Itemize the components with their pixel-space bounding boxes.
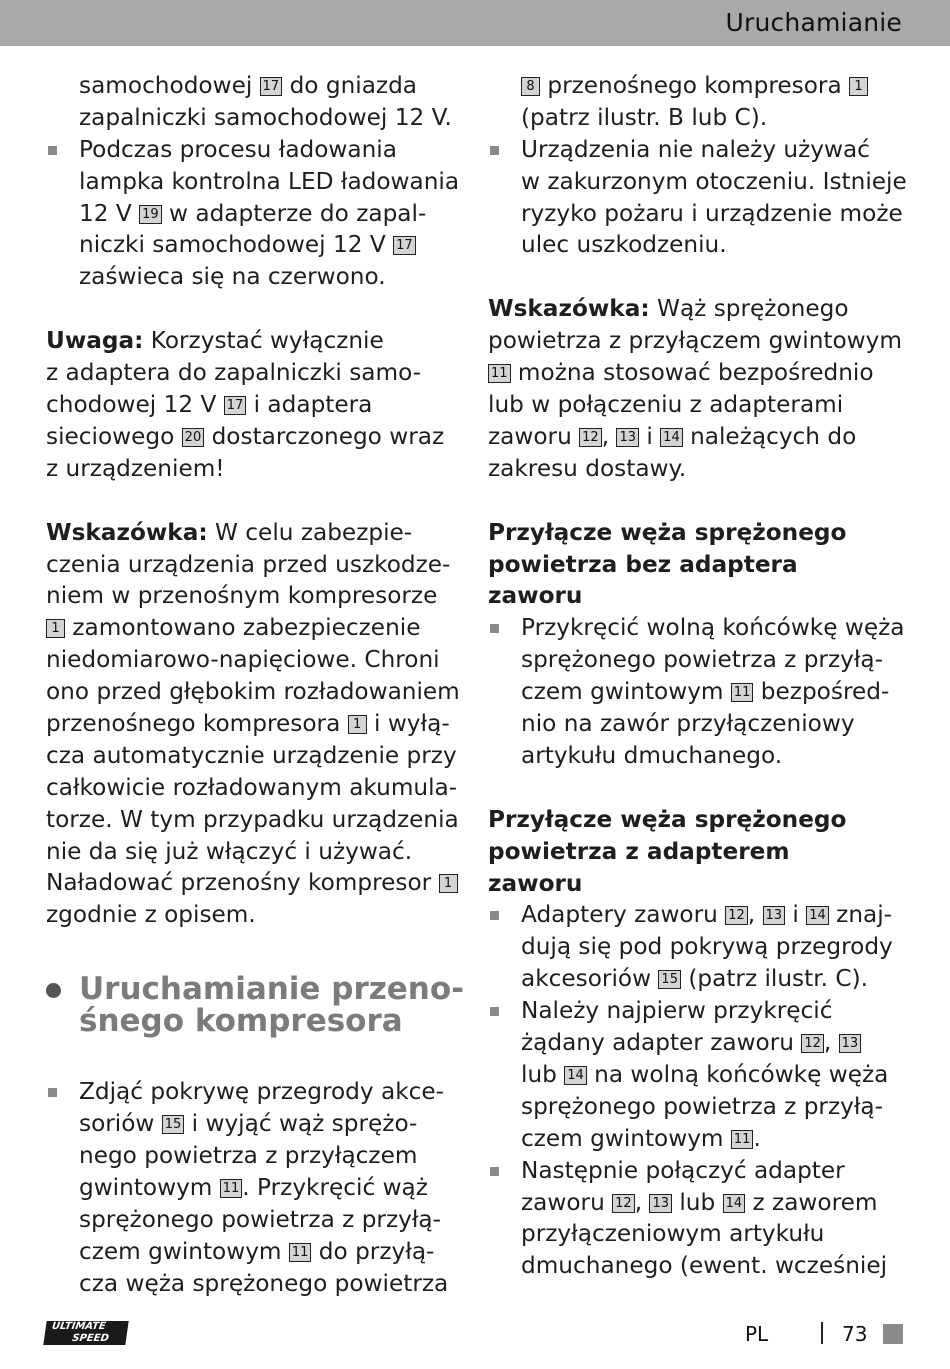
text-line <box>521 963 912 995</box>
bullet-marker <box>490 624 499 633</box>
bullet-marker <box>48 1088 57 1097</box>
text-line <box>79 1076 470 1108</box>
text-line <box>46 517 470 549</box>
text-segment: do gniazda <box>282 72 418 99</box>
reference-number-box: 11 <box>220 1179 243 1198</box>
header-bar <box>0 0 950 46</box>
text-segment: nego powietrza z przyłączem <box>79 1142 418 1170</box>
text-segment: Wąż sprężonego <box>649 295 849 323</box>
text-segment: czem gwintowym <box>521 678 731 706</box>
reference-number-box: 11 <box>488 364 511 383</box>
text-segment: ulec uszkodzeniu. <box>521 231 727 259</box>
text-segment: znaj- <box>828 901 893 929</box>
text-line <box>46 549 470 581</box>
reference-number-box: 13 <box>616 428 639 447</box>
text-segment: Naładować przenośny kompresor <box>46 869 439 897</box>
text-segment: przenośnego kompresora <box>540 72 850 99</box>
text-segment: dostarczonego wraz <box>204 422 445 450</box>
reference-number-box: 14 <box>660 428 683 447</box>
text-segment: sprężonego powietrza z przyłą- <box>521 646 883 674</box>
right-continued-text <box>488 70 912 134</box>
text-segment: do przyłą- <box>311 1237 435 1265</box>
text-line <box>521 1027 912 1059</box>
reference-number-box: 12 <box>612 1194 635 1213</box>
text-line <box>79 1172 470 1204</box>
text-line <box>488 389 912 421</box>
text-segment: Adaptery zaworu <box>521 901 726 929</box>
note-wskazowka <box>46 517 470 932</box>
text-segment: z zaworem <box>745 1188 878 1216</box>
reference-number-box: 1 <box>348 715 367 734</box>
text-segment: z adaptera do zapalniczki samo- <box>46 359 422 387</box>
footer-divider <box>821 1322 823 1344</box>
reference-number-box: 13 <box>649 1194 672 1213</box>
footer-square-icon <box>883 1324 903 1344</box>
text-segment: i wyłą- <box>366 710 450 738</box>
reference-number-box: 1 <box>46 619 65 638</box>
text-line <box>521 1091 912 1123</box>
text-line <box>46 708 470 740</box>
text-segment: soriów <box>79 1110 162 1138</box>
text-segment: w zakurzonym otoczeniu. Istnieje <box>521 167 907 195</box>
text-segment: , <box>823 1029 839 1057</box>
text-line <box>521 612 912 644</box>
subheading-line: zaworu <box>488 582 583 610</box>
bullet-item <box>488 899 912 995</box>
reference-number-box: 12 <box>801 1034 824 1053</box>
bullet-item <box>46 134 470 293</box>
text-line <box>46 899 470 931</box>
text-segment: niczki samochodowej 12 V <box>79 231 394 259</box>
section-bullet-icon <box>46 983 61 998</box>
section-heading-line: Uruchamianie przeno- <box>79 971 465 1008</box>
text-line <box>79 70 470 102</box>
reference-number-box: 17 <box>224 396 247 415</box>
text-segment: . Przykręcić wąż <box>242 1173 428 1201</box>
text-segment: gwintowym <box>79 1173 220 1201</box>
reference-number-box: 15 <box>162 1115 185 1134</box>
text-segment: zamontowano zabezpieczenie <box>65 614 421 642</box>
bullet-marker <box>490 1007 499 1016</box>
text-segment: czem gwintowym <box>521 1124 731 1152</box>
text-line: zapalniczki samochodowej 12 V. <box>79 103 452 131</box>
text-line <box>521 134 912 166</box>
text-segment: chodowej 12 V <box>46 391 224 419</box>
subheading-line: powietrza bez adaptera <box>488 550 798 578</box>
text-line <box>46 836 470 868</box>
text-segment: cza automatycznie urządzenie przy <box>46 741 457 769</box>
text-segment: lampka kontrolna LED ładowania <box>79 167 460 195</box>
section-heading-line: śnego kompresora <box>79 1003 403 1040</box>
text-segment: samochodowej <box>79 72 260 99</box>
text-line <box>79 229 470 261</box>
subheading-line: Przyłącze węża sprężonego <box>488 518 847 546</box>
text-line <box>46 421 470 453</box>
reference-number-box: 15 <box>658 970 681 989</box>
text-segment: . <box>753 1124 761 1152</box>
bullet-marker <box>48 146 57 155</box>
text-segment: Podczas procesu ładowania <box>79 135 397 163</box>
text-line <box>46 867 470 899</box>
text-line <box>488 453 912 485</box>
text-segment: 12 V <box>79 199 140 227</box>
bullet-item <box>488 612 912 771</box>
reference-number-box: 1 <box>439 874 458 893</box>
text-segment: powietrza z przyłączem gwintowym <box>488 327 902 355</box>
text-segment: zaworu <box>488 422 580 450</box>
text-line <box>488 293 912 325</box>
text-line <box>521 102 912 134</box>
text-segment: ono przed głębokim rozładowaniem <box>46 678 460 706</box>
text-segment: niedomiarowo-napięciowe. Chroni <box>46 646 440 674</box>
text-line <box>521 931 912 963</box>
reference-number-box: 17 <box>260 77 283 96</box>
text-line <box>46 676 470 708</box>
text-line <box>488 357 912 389</box>
text-segment: artykułu dmuchanego. <box>521 741 783 769</box>
text-segment: lub <box>521 1060 565 1088</box>
text-segment: przenośnego kompresora <box>46 710 348 738</box>
section-heading <box>46 971 470 1040</box>
bullet-marker <box>490 1167 499 1176</box>
text-segment: (patrz ilustr. C). <box>680 965 868 993</box>
text-segment: czenia urządzenia przed uszkodze- <box>46 550 451 578</box>
text-line <box>521 1187 912 1219</box>
text-segment: sieciowego <box>46 422 182 450</box>
text-segment: zaworu <box>521 1188 613 1216</box>
text-segment: Korzystać wyłącznie <box>143 327 384 355</box>
text-line <box>79 261 470 293</box>
text-line <box>46 612 470 644</box>
text-segment: przyłączeniowym artykułu <box>521 1220 825 1248</box>
text-segment: i <box>785 901 807 929</box>
text-line <box>79 1140 470 1172</box>
note-label: Uwaga: <box>46 327 144 355</box>
text-segment: można stosować bezpośrednio <box>510 359 874 387</box>
text-line <box>46 389 470 421</box>
text-line <box>488 325 912 357</box>
text-segment: sprężonego powietrza z przyłą- <box>79 1205 441 1233</box>
reference-number-box: 14 <box>723 1194 746 1213</box>
text-segment: z urządzeniem! <box>46 454 225 482</box>
subheading-line: powietrza z adapterem <box>488 837 790 865</box>
text-segment: , <box>747 901 763 929</box>
text-line <box>79 198 470 230</box>
reference-number-box: 13 <box>763 906 786 925</box>
text-segment: dmuchanego (ewent. wcześniej <box>521 1252 888 1280</box>
text-line <box>521 740 912 772</box>
logo-text-top: ULTIMATE <box>51 1321 107 1332</box>
text-line <box>521 1059 912 1091</box>
subheading-bez-adaptera <box>488 517 912 613</box>
right-column <box>488 70 912 1282</box>
brand-logo <box>43 1321 128 1345</box>
text-segment: Urządzenia nie należy używać <box>521 135 870 163</box>
text-line <box>521 229 912 261</box>
bullet-marker <box>490 911 499 920</box>
note-uwaga <box>46 325 470 484</box>
text-segment: ryzyko pożaru i urządzenie może <box>521 199 903 227</box>
text-line <box>79 166 470 198</box>
left-continued-text <box>46 70 470 134</box>
text-segment: , <box>601 422 617 450</box>
text-segment: zakresu dostawy. <box>488 454 687 482</box>
text-line <box>521 644 912 676</box>
text-segment: i wyjąć wąż sprężo- <box>184 1110 418 1138</box>
text-segment: sprężonego powietrza z przyłą- <box>521 1092 883 1120</box>
language-code: PL <box>745 1322 769 1346</box>
reference-number-box: 14 <box>806 906 829 925</box>
reference-number-box: 11 <box>731 1130 754 1149</box>
text-line <box>521 1155 912 1187</box>
text-line <box>521 1123 912 1155</box>
text-segment: lub <box>671 1188 723 1216</box>
note-wskazowka <box>488 293 912 484</box>
left-column <box>46 70 470 1300</box>
text-line <box>79 1108 470 1140</box>
bullet-item <box>488 995 912 1154</box>
bullet-item <box>488 1155 912 1283</box>
text-line <box>46 740 470 772</box>
note-label: Wskazówka: <box>488 295 650 323</box>
text-line <box>521 708 912 740</box>
text-segment: dują się pod pokrywą przegrody <box>521 933 893 961</box>
text-segment: bezpośred- <box>753 678 890 706</box>
text-segment: całkowicie rozładowanym akumula- <box>46 773 458 801</box>
bullet-item <box>46 1076 470 1299</box>
text-line <box>521 1218 912 1250</box>
bullet-marker <box>490 146 499 155</box>
text-line <box>521 899 912 931</box>
logo-text-bottom: SPEED <box>71 1333 110 1344</box>
subheading-z-adapterem <box>488 804 912 900</box>
note-label: Wskazówka: <box>46 518 208 546</box>
reference-number-box: 11 <box>289 1243 312 1262</box>
reference-number-box: 11 <box>731 683 754 702</box>
text-segment: (patrz ilustr. B lub C). <box>521 103 768 131</box>
text-line <box>46 772 470 804</box>
text-line <box>521 166 912 198</box>
text-line <box>521 676 912 708</box>
reference-number-box: 8 <box>521 77 540 96</box>
reference-number-box: 20 <box>182 428 205 447</box>
text-line <box>521 1250 912 1282</box>
text-segment: lub w połączeniu z adapterami <box>488 391 844 419</box>
page-header-title: Uruchamianie <box>725 8 902 37</box>
text-segment: i <box>638 422 661 450</box>
text-line <box>79 1236 470 1268</box>
text-segment: akcesoriów <box>521 965 659 993</box>
reference-number-box: 12 <box>579 428 602 447</box>
text-line <box>46 580 470 612</box>
text-segment: czem gwintowym <box>79 1237 289 1265</box>
text-segment: , <box>634 1188 650 1216</box>
text-segment: zgodnie z opisem. <box>46 901 256 929</box>
text-segment: niem w przenośnym kompresorze <box>46 582 438 610</box>
text-segment: i adaptera <box>246 391 373 419</box>
bullet-item <box>488 134 912 262</box>
text-line <box>46 644 470 676</box>
text-segment: zaświeca się na czerwono. <box>79 263 386 291</box>
text-segment: W celu zabezpie- <box>207 518 413 546</box>
text-segment: w adapterze do zapal- <box>161 199 427 227</box>
text-line <box>521 198 912 230</box>
reference-number-box: 13 <box>839 1034 862 1053</box>
text-segment: nio na zawór przyłączeniowy <box>521 710 855 738</box>
text-line <box>46 804 470 836</box>
text-segment: żądany adapter zaworu <box>521 1029 802 1057</box>
reference-number-box: 1 <box>849 77 868 96</box>
reference-number-box: 17 <box>393 236 416 255</box>
page-number: 73 <box>842 1322 868 1346</box>
text-segment: Należy najpierw przykręcić <box>521 997 833 1025</box>
text-line <box>46 357 470 389</box>
text-segment: Przykręcić wolną końcówkę węża <box>521 614 905 642</box>
reference-number-box: 12 <box>725 906 748 925</box>
text-segment: należących do <box>682 422 857 450</box>
text-line <box>521 995 912 1027</box>
text-segment: na wolną końcówkę węża <box>586 1060 889 1088</box>
text-line <box>521 70 912 102</box>
subheading-line: zaworu <box>488 869 583 897</box>
text-segment: Zdjąć pokrywę przegrody akce- <box>79 1078 445 1106</box>
reference-number-box: 14 <box>564 1066 587 1085</box>
text-segment: Następnie połączyć adapter <box>521 1156 845 1184</box>
text-line <box>79 1204 470 1236</box>
text-segment: nie da się już włączyć i używać. <box>46 837 413 865</box>
text-line <box>46 325 470 357</box>
subheading-line: Przyłącze węża sprężonego <box>488 805 847 833</box>
text-line <box>79 1268 470 1300</box>
text-segment: torze. W tym przypadku urządzenia <box>46 805 459 833</box>
text-segment: cza węża sprężonego powietrza <box>79 1269 449 1297</box>
text-line <box>46 453 470 485</box>
text-line <box>488 421 912 453</box>
text-line <box>79 134 470 166</box>
reference-number-box: 19 <box>139 205 162 224</box>
